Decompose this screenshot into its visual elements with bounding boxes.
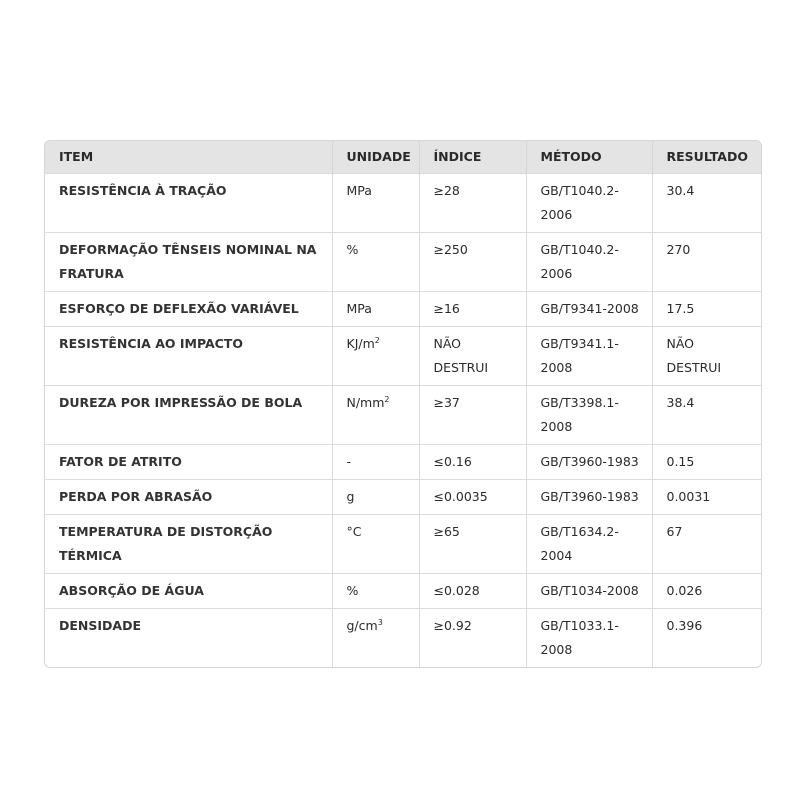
table-row xyxy=(45,386,762,445)
cell-item: DENSIDADE xyxy=(45,609,332,668)
cell-result: 270 xyxy=(652,233,762,292)
cell-item: RESISTÊNCIA AO IMPACTO xyxy=(45,327,332,386)
cell-unit: °C xyxy=(332,515,419,574)
table-row xyxy=(45,574,762,609)
cell-method: GB/T1034-2008 xyxy=(526,574,652,609)
cell-method: GB/T3960-1983 xyxy=(526,480,652,515)
cell-unit: g xyxy=(332,480,419,515)
table-body xyxy=(45,174,762,668)
cell-item: ABSORÇÃO DE ÁGUA xyxy=(45,574,332,609)
cell-unit: % xyxy=(332,574,419,609)
cell-method: GB/T1033.1-2008 xyxy=(526,609,652,668)
cell-item: DUREZA POR IMPRESSÃO DE BOLA xyxy=(45,386,332,445)
cell-result: 30.4 xyxy=(652,174,762,233)
cell-index: ≤0.16 xyxy=(419,445,526,480)
table-row xyxy=(45,233,762,292)
cell-method: GB/T9341-2008 xyxy=(526,292,652,327)
table-row xyxy=(45,174,762,233)
cell-index: ≤0.0035 xyxy=(419,480,526,515)
cell-unit: - xyxy=(332,445,419,480)
cell-item: DEFORMAÇÃO TÊNSEIS NOMINAL NA FRATURA xyxy=(45,233,332,292)
cell-unit: $KJ/m^2$ xyxy=(332,327,419,386)
header-method: MÉTODO xyxy=(526,141,652,174)
cell-method: GB/T3398.1-2008 xyxy=(526,386,652,445)
cell-result: NÃO DESTRUI xyxy=(652,327,762,386)
cell-unit: $N/mm^2$ xyxy=(332,386,419,445)
cell-index: ≤0.028 xyxy=(419,574,526,609)
cell-index: ≥28 xyxy=(419,174,526,233)
table-row xyxy=(45,609,762,668)
cell-index: ≥0.92 xyxy=(419,609,526,668)
table-row xyxy=(45,480,762,515)
header-item: ITEM xyxy=(45,141,332,174)
cell-method: GB/T1040.2-2006 xyxy=(526,233,652,292)
cell-method: GB/T9341.1-2008 xyxy=(526,327,652,386)
cell-index: ≥65 xyxy=(419,515,526,574)
table-row xyxy=(45,515,762,574)
cell-item: TEMPERATURA DE DISTORÇÃO TÉRMICA xyxy=(45,515,332,574)
table-row xyxy=(45,292,762,327)
properties-table-container xyxy=(44,140,762,668)
cell-item: FATOR DE ATRITO xyxy=(45,445,332,480)
header-index: ÍNDICE xyxy=(419,141,526,174)
cell-index: ≥37 xyxy=(419,386,526,445)
header-unit: UNIDADE xyxy=(332,141,419,174)
cell-index: NÃO DESTRUI xyxy=(419,327,526,386)
cell-result: 0.15 xyxy=(652,445,762,480)
properties-table xyxy=(45,141,762,667)
cell-item: ESFORÇO DE DEFLEXÃO VARIÁVEL xyxy=(45,292,332,327)
table-row xyxy=(45,327,762,386)
cell-item: PERDA POR ABRASÃO xyxy=(45,480,332,515)
cell-index: ≥250 xyxy=(419,233,526,292)
cell-unit: MPa xyxy=(332,292,419,327)
cell-result: 0.026 xyxy=(652,574,762,609)
cell-result: 17.5 xyxy=(652,292,762,327)
cell-unit: % xyxy=(332,233,419,292)
cell-item: RESISTÊNCIA À TRAÇÃO xyxy=(45,174,332,233)
cell-unit: MPa xyxy=(332,174,419,233)
cell-method: GB/T1040.2-2006 xyxy=(526,174,652,233)
cell-method: GB/T1634.2-2004 xyxy=(526,515,652,574)
cell-result: 0.0031 xyxy=(652,480,762,515)
cell-result: 0.396 xyxy=(652,609,762,668)
cell-result: 67 xyxy=(652,515,762,574)
cell-unit: $g/cm^3$ xyxy=(332,609,419,668)
table-header xyxy=(45,141,762,174)
header-row xyxy=(45,141,762,174)
cell-method: GB/T3960-1983 xyxy=(526,445,652,480)
header-result: RESULTADO xyxy=(652,141,762,174)
table-row xyxy=(45,445,762,480)
cell-index: ≥16 xyxy=(419,292,526,327)
cell-result: 38.4 xyxy=(652,386,762,445)
